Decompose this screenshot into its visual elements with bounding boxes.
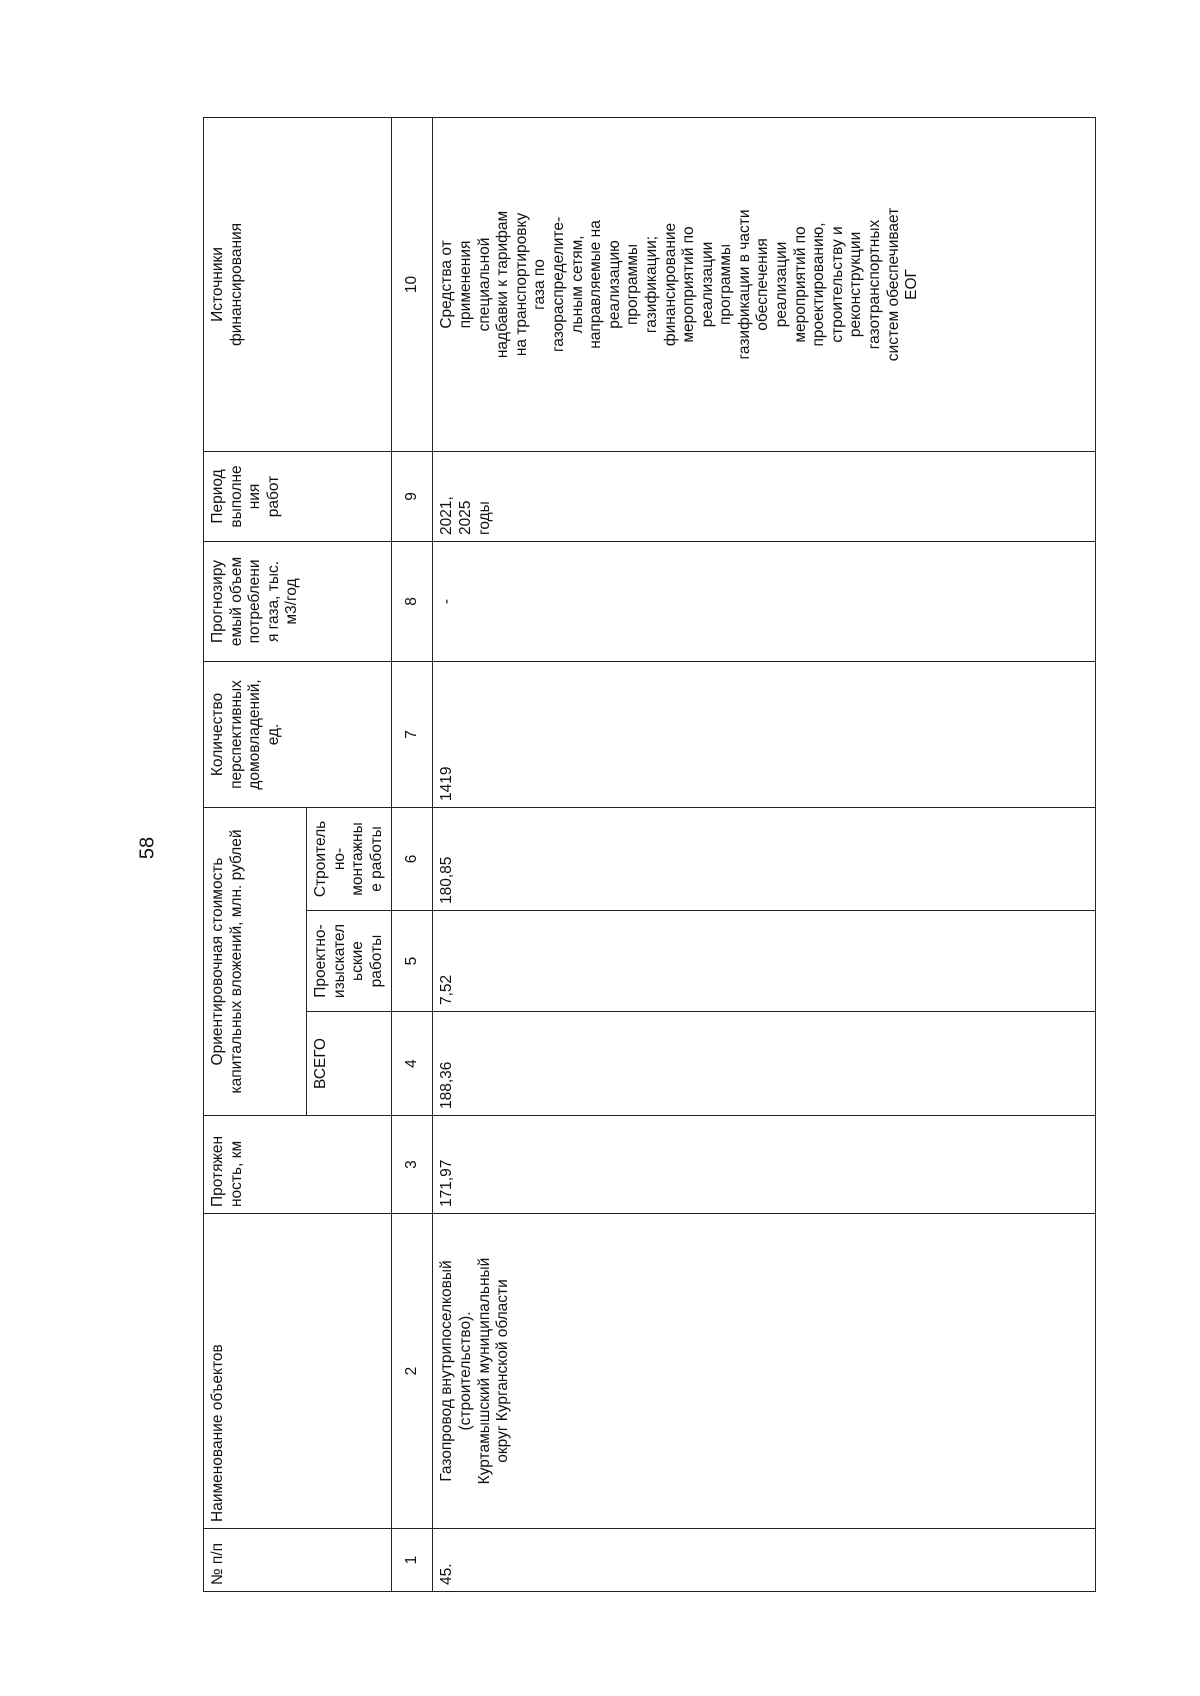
header-gas-volume: Прогнозиру емый объем потреблени я газа, тыс. м3/год [204,541,392,661]
header-period: Период выполне ния работ [204,451,392,541]
object-name: Газопровод внутрипоселковый (строительство). Куртамышский муниципальный округ Курганской области [433,1214,1096,1529]
column-number: 4 [392,1012,433,1116]
page-number: 58 [136,836,159,860]
column-number: 6 [392,807,433,910]
gas-volume: - [433,541,1096,661]
row-number: 45. [433,1529,1096,1592]
column-number: 3 [392,1116,433,1214]
work-period: 2021, 2025 годы [433,451,1096,541]
gasification-table [203,117,1096,1592]
cost-construction: 180,85 [433,807,1096,910]
header-number: № п/п [204,1529,392,1592]
funding-sources: Средства от применения специальной надбавки к тарифам на транспортировку газа по газораспределите- льным сетям, направляемые на реализацию программы газификации; финансирование мероприятий по реализации программы газификации в части обеспечения реализации мероприятий по проектированию, строительству и реконструкции газотранспортных систем обеспечивает ЕОГ [433,117,1096,451]
column-number: 1 [392,1529,433,1592]
table-row [433,117,1096,1591]
column-number: 7 [392,661,433,807]
header-funding-sources: Источники финансирования [204,117,392,451]
households-count: 1419 [433,661,1096,807]
header-construction-work: Строитель но- монтажны е работы [307,807,392,910]
header-total: ВСЕГО [307,1012,392,1116]
column-number: 9 [392,451,433,541]
column-number: 10 [392,117,433,451]
length-km: 171,97 [433,1116,1096,1214]
header-households: Количество перспективных домовладений, ед. [204,661,392,807]
cost-design: 7,52 [433,911,1096,1012]
rotated-table-container [203,118,1096,1592]
header-row-1 [204,117,307,1591]
cost-total: 188,36 [433,1012,1096,1116]
header-object-name: Наименование объектов [204,1214,392,1529]
column-number: 8 [392,541,433,661]
header-cost-group: Ориентировочная стоимость капитальных вложений, млн. рублей [204,807,307,1115]
column-number-row [392,117,433,1591]
column-number: 2 [392,1214,433,1529]
column-number: 5 [392,911,433,1012]
header-length: Протяжен ность, км [204,1116,392,1214]
header-design-work: Проектно- изыскател ьские работы [307,911,392,1012]
